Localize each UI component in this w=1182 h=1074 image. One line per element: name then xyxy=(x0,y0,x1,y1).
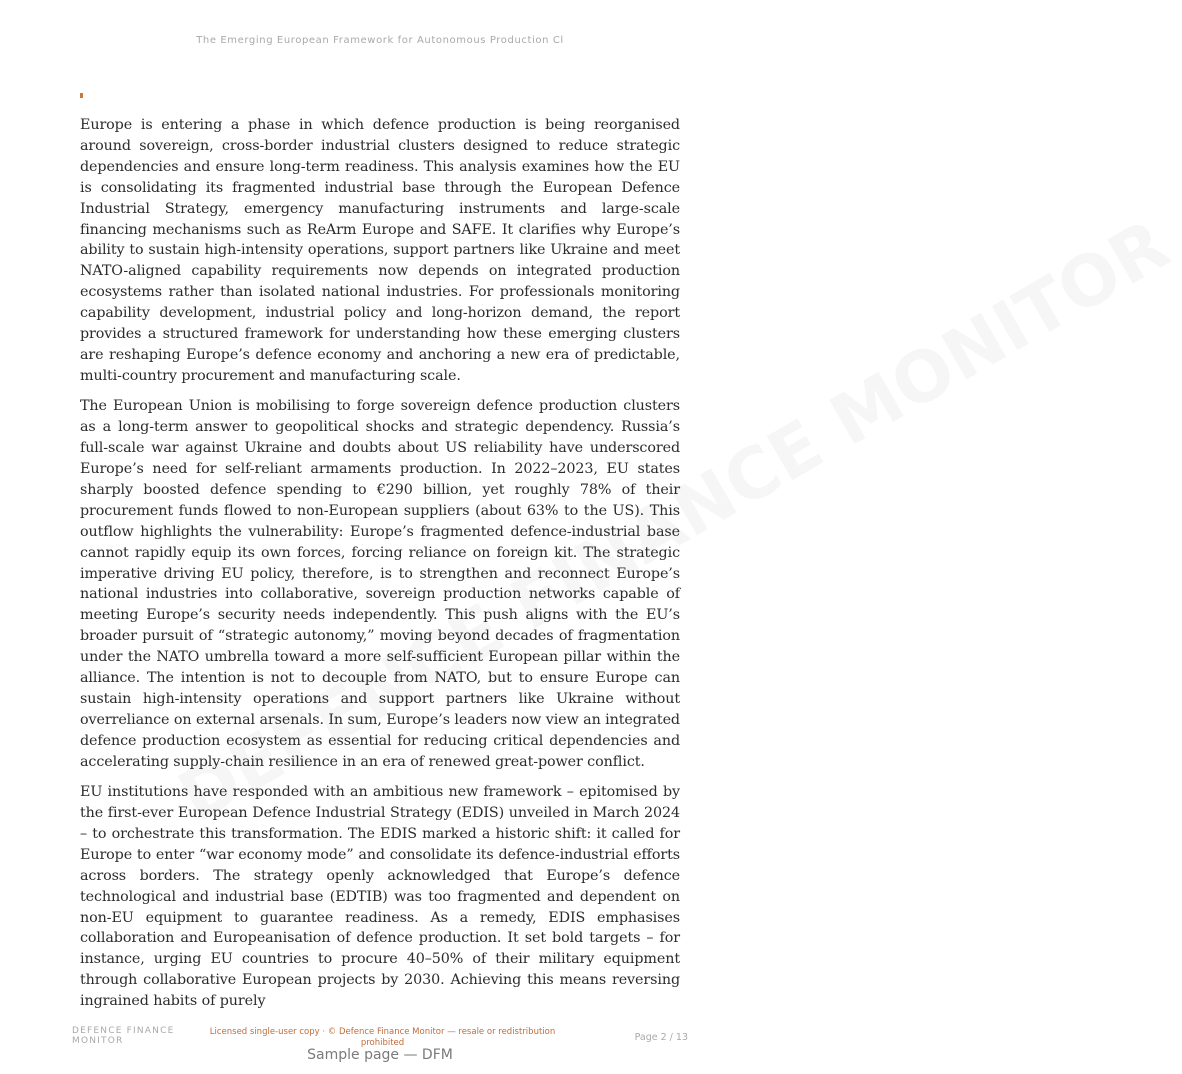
body-clip xyxy=(0,112,760,1010)
running-header: The Emerging European Framework for Autonomous Production Cl xyxy=(196,35,564,46)
body-text xyxy=(80,115,680,1012)
page-number: Page 2 / 13 xyxy=(634,1032,688,1043)
footer-brand xyxy=(72,1026,174,1046)
footer-brand-line1: DEFENCE FINANCE xyxy=(72,1026,175,1036)
paragraph-mobilising: The European Union is mobilising to forge sovereign defence production clusters as a long-term answer to geopolitical shocks and strategic dependency. Russia’s full-scale war against Ukraine and doubts about US reliability have underscored Europe’s need for self-reliant armaments production. In 2022–2023, EU states sharply boosted defence spending to €290 billion, yet roughly 78% of their procurement funds flowed to non-European suppliers (about 63% to the US). This outflow highlights the vulnerability: Europe’s fragmented defence-industrial base cannot rapidly equip its own forces, forcing reliance on foreign kit. The strategic imperative driving EU policy, therefore, is to strengthen and reconnect Europe’s national industries into collaborative, sovereign production networks capable of meeting Europe’s security needs independently. This push aligns with the EU’s broader pursuit of “strategic autonomy,” moving beyond decades of fragmentation under the NATO umbrella toward a more self-sufficient European pillar within the alliance. The intention is not to decouple from NATO, but to ensure Europe can sustain high-intensity operations and support partners like Ukraine without overreliance on external arsenals. In sum, Europe’s leaders now view an integrated defence production ecosystem as essential for reducing critical dependencies and accelerating supply-chain resilience in an era of renewed great-power conflict. xyxy=(80,398,680,770)
accent-mark xyxy=(80,93,83,98)
sample-label: Sample page — DFM xyxy=(307,1047,453,1063)
paragraph-edis: EU institutions have responded with an ambitious new framework – epitomised by the first-ever European Defence Industrial Strategy (EDIS) unveiled in March 2024 – to orchestrate this transformation. The EDIS marked a historic shift: it called for Europe to enter “war economy mode” and consolidate its defence-industrial efforts across borders. The strategy openly acknowledged that Europe’s defence technological and industrial base (EDTIB) was too fragmented and dependent on non-EU equipment to guarantee readiness. As a remedy, EDIS emphasises collaboration and Europeanisation of defence production. It set bold targets – for instance, urging EU countries to procure 40–50% of their military equipment through collaborative European projects by 2030. Achieving this means reversing ingrained habits of purely xyxy=(80,784,680,1010)
footer-brand-line2: MONITOR xyxy=(72,1036,124,1046)
paragraph-intro: Europe is entering a phase in which defence production is being reorganised around sovereign, cross-border industrial clusters designed to reduce strategic dependencies and ensure long-term readiness. This analysis examines how the EU is consolidating its fragmented industrial base through the European Defence Industrial Strategy, emergency manufacturing instruments and large-scale financing mechanisms such as ReArm Europe and SAFE. It clarifies why Europe’s ability to sustain high-intensity operations, support partners like Ukraine and meet NATO-aligned capability requirements now depends on integrated production ecosystems rather than isolated national industries. For professionals monitoring capability development, industrial policy and long-horizon demand, the report provides a structured framework for understanding how these emerging clusters are reshaping Europe’s defence economy and anchoring a new era of predictable, multi-country procurement and manufacturing scale. xyxy=(80,117,680,384)
footer-license: Licensed single-user copy · © Defence Finance Monitor — resale or redistribution prohibited xyxy=(209,1027,556,1048)
